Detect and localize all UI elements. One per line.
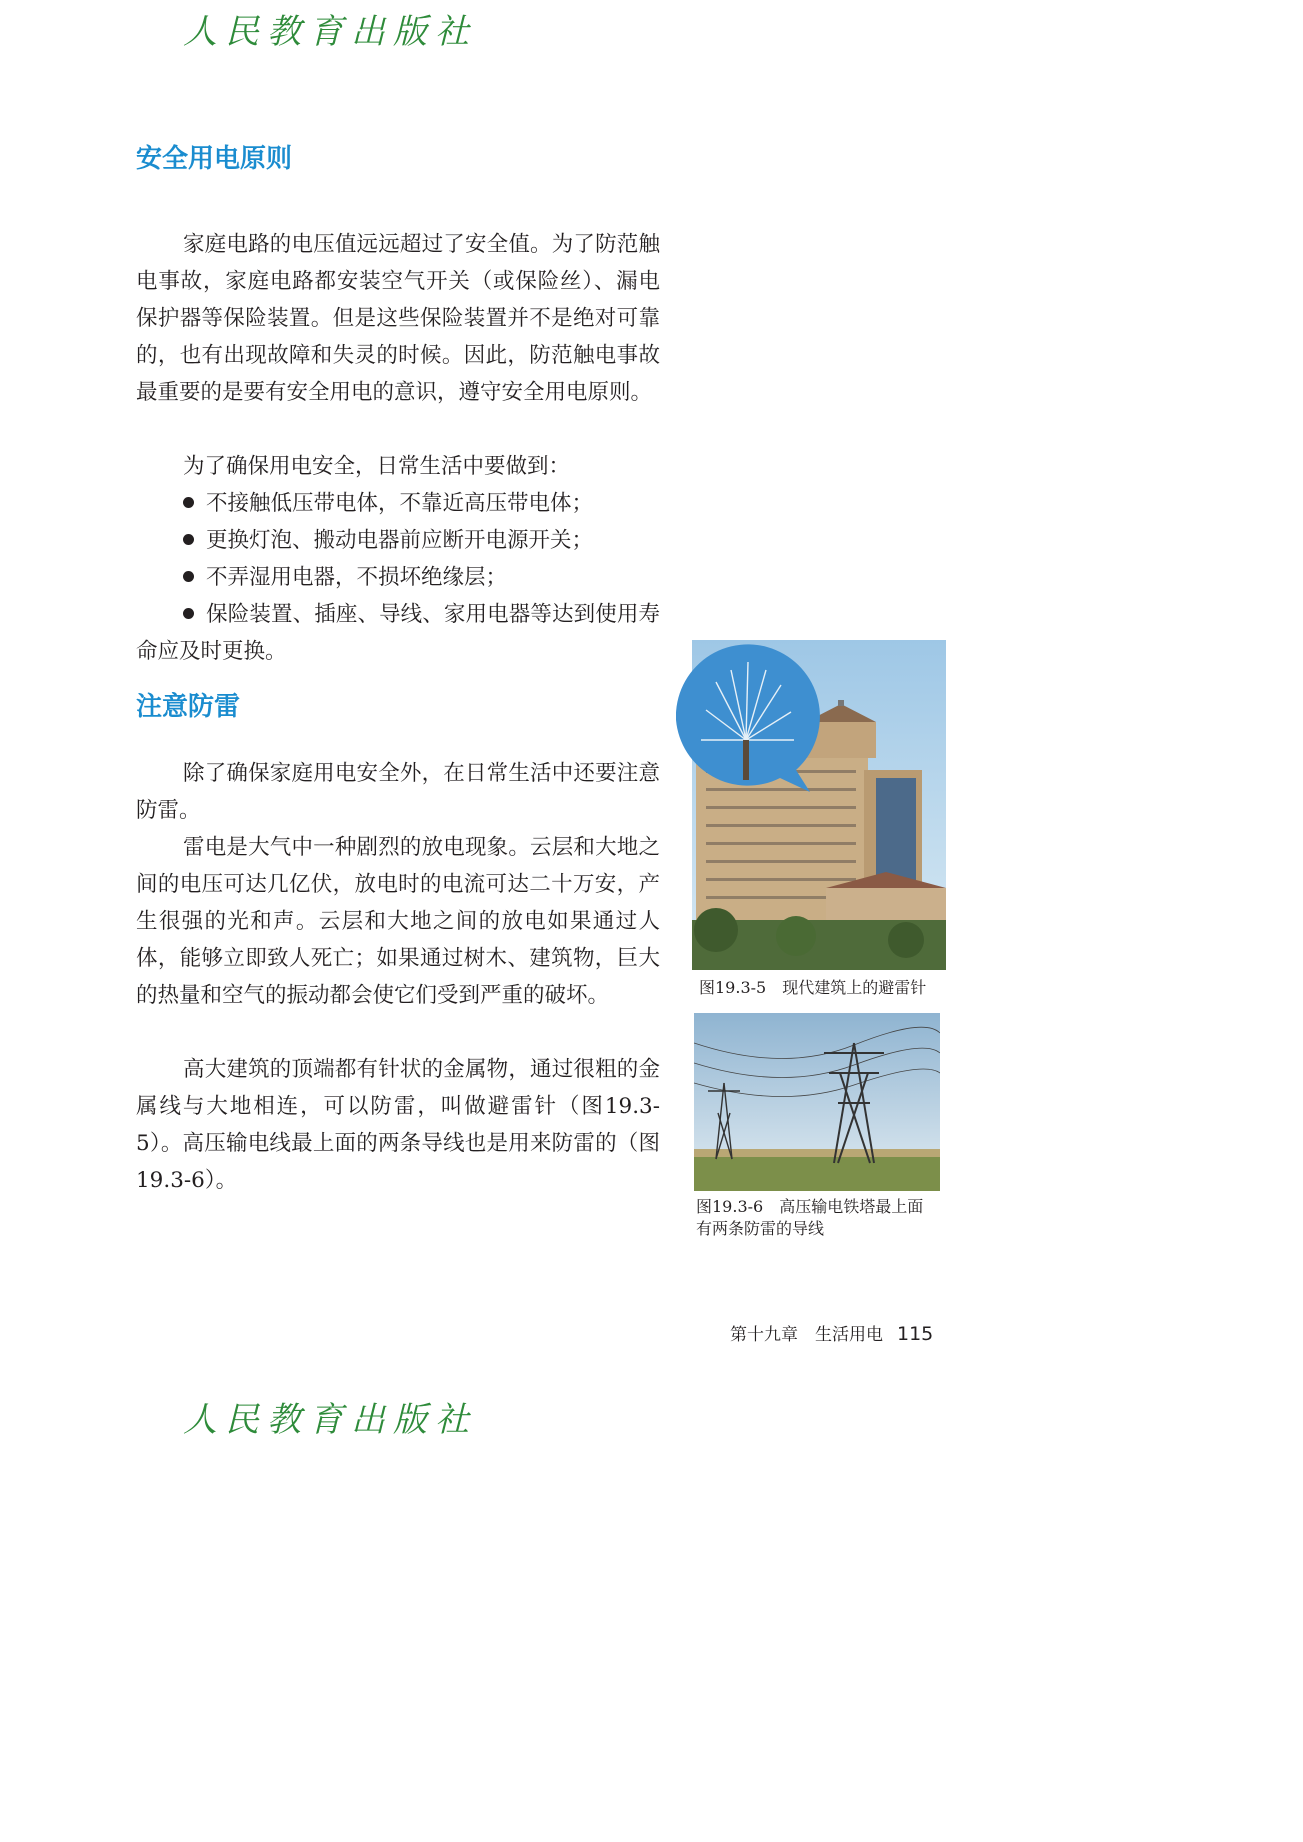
section-title-safety: 安全用电原则 (136, 144, 293, 174)
bullet-item (136, 596, 660, 670)
figure-building-lightning-rod (676, 640, 946, 970)
publisher-logo-top: 人民教育出版社 (183, 12, 477, 52)
figure-caption-19-3-6-line1: 图19.3-6 高压输电铁塔最上面 (696, 1197, 924, 1216)
publisher-logo-bottom: 人民教育出版社 (183, 1400, 477, 1440)
bullet-dot (183, 608, 194, 619)
bullet-text: 保险装置、插座、导线、家用电器等达到使用寿命应及时更换。 (136, 602, 660, 664)
chapter-title: 第十九章 生活用电 (730, 1325, 883, 1345)
bullet-text: 不弄湿用电器，不损坏绝缘层； (206, 565, 508, 590)
tower-photo (694, 1013, 940, 1191)
bullet-dot (183, 497, 194, 508)
paragraph-lightning-rod: 高大建筑的顶端都有针状的金属物，通过很粗的金属线与大地相连，可以防雷，叫做避雷针（图19.3-5）。高压输电线最上面的两条导线也是用来防雷的（图19.3-6）。 (136, 1057, 660, 1193)
bullet-dot (183, 571, 194, 582)
section-title-lightning: 注意防雷 (136, 692, 241, 722)
page-footer (730, 1320, 933, 1345)
paragraph-lightning-intro: 除了确保家庭用电安全外，在日常生活中还要注意防雷。 (136, 761, 660, 823)
figure-transmission-towers (694, 1013, 940, 1191)
bullet-item (183, 522, 660, 559)
page-number: 115 (897, 1323, 934, 1345)
paragraph-safety-intro: 家庭电路的电压值远远超过了安全值。为了防范触电事故，家庭电路都安装空气开关（或保险丝）、漏电保护器等保险装置。但是这些保险装置并不是绝对可靠的，也有出现故障和失灵的时候。因此，防范触电事故最重要的是要有安全用电的意识，遵守安全用电原则。 (136, 232, 660, 405)
bullet-text: 不接触低压带电体，不靠近高压带电体； (206, 491, 594, 516)
figure-caption-19-3-5: 图19.3-5 现代建筑上的避雷针 (699, 978, 927, 997)
building-photo (676, 640, 946, 970)
bullet-item (183, 485, 660, 522)
bullet-dot (183, 534, 194, 545)
paragraph-lightning-description: 雷电是大气中一种剧烈的放电现象。云层和大地之间的电压可达几亿伏，放电时的电流可达二十万安，产生很强的光和声。云层和大地之间的放电如果通过人体，能够立即致人死亡；如果通过树木、建筑物，巨大的热量和空气的振动都会使它们受到严重的破坏。 (136, 835, 660, 1008)
figure-caption-19-3-6-line2: 有两条防雷的导线 (696, 1219, 825, 1238)
paragraph-safety-list-intro: 为了确保用电安全，日常生活中要做到： (183, 454, 571, 479)
bullet-item (183, 559, 660, 596)
bullet-text: 更换灯泡、搬动电器前应断开电源开关； (206, 528, 594, 553)
